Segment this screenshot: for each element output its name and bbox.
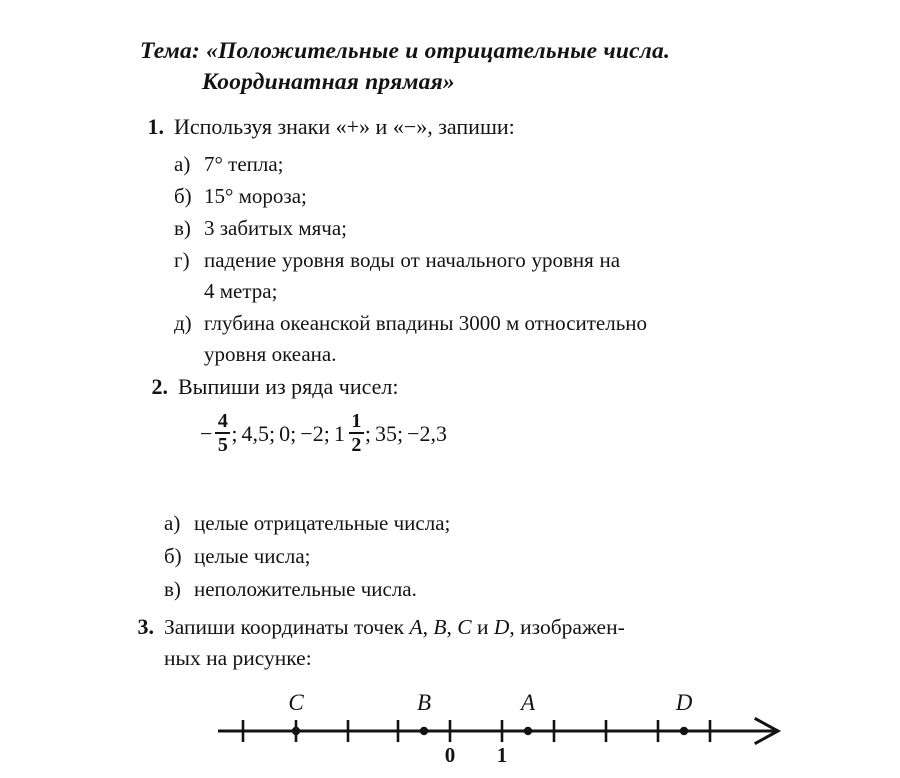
item-text-line-1: глубина океанской впадины 3000 м относительно: [204, 311, 648, 335]
number-value: 0: [279, 421, 291, 447]
conjunction: и: [471, 615, 494, 639]
coordinate-line-figure: [200, 686, 800, 776]
item-text: целые числа;: [194, 544, 311, 568]
task-2-number: 2.: [151, 374, 168, 399]
item-marker: б): [174, 184, 192, 208]
mixed-number-whole: 1: [333, 421, 345, 447]
item-text-line-2: уровня океана.: [204, 342, 337, 366]
point-label-b: B: [433, 615, 447, 639]
item-text-line-1: падение уровня воды от начального уровня на: [204, 248, 621, 272]
task-2-body: [178, 372, 842, 457]
coordinate-line-svg: [200, 686, 800, 776]
separator: ;: [269, 421, 276, 447]
item-marker: д): [174, 311, 192, 335]
fraction-denominator: 5: [217, 434, 228, 457]
item-text-line-2: 4 метра;: [204, 279, 278, 303]
list-item: [164, 573, 764, 605]
task-1-prompt: Используя знаки «+» и «−», запиши:: [174, 114, 515, 139]
point-caption-d: D: [675, 690, 693, 715]
page-title: [140, 36, 840, 98]
point-label-c: C: [457, 615, 472, 639]
point-caption-c: C: [288, 690, 304, 715]
item-text: 3 забитых мяча;: [204, 216, 347, 240]
point-marker-a: [524, 727, 532, 735]
comma-2: ,: [446, 615, 458, 639]
task-3-number: 3.: [137, 614, 154, 639]
item-marker: а): [164, 511, 181, 535]
separator: ;: [323, 421, 330, 447]
separator: ;: [364, 421, 371, 447]
task-3-prompt-line-2: ных на рисунке:: [164, 646, 312, 670]
point-marker-b: [420, 727, 428, 735]
number-value: −2: [300, 421, 324, 447]
list-item: [174, 149, 864, 180]
task-1-subitems: [174, 149, 864, 370]
list-item: [174, 213, 864, 244]
item-text: [204, 245, 864, 307]
number-value: −2,3: [407, 421, 448, 447]
task-3: [128, 612, 858, 674]
fraction-numerator: 4: [217, 410, 228, 432]
item-marker: в): [164, 577, 181, 601]
point-label-a: A: [409, 615, 423, 639]
point-caption-a: A: [520, 690, 536, 715]
separator: ;: [290, 421, 297, 447]
fraction-denominator: 2: [351, 434, 362, 457]
item-marker: в): [174, 216, 191, 240]
item-text: неположительные числа.: [194, 577, 417, 601]
axis-label-one: 1: [496, 743, 508, 767]
fraction-sign: −: [200, 421, 213, 447]
prompt-text-after: , изображен-: [509, 615, 625, 639]
title-line-1: Тема: «Положительные и отрицательные числа.: [140, 38, 671, 64]
point-marker-c: [292, 727, 300, 735]
title-line-2: Координатная прямая»: [202, 69, 455, 95]
item-text: 15° мороза;: [204, 184, 307, 208]
task-1: [138, 112, 858, 371]
point-caption-b: B: [416, 690, 432, 715]
list-item: [174, 181, 864, 212]
separator: ;: [396, 421, 404, 447]
task-2-answer-options: [164, 507, 764, 606]
task-2-prompt: Выпиши из ряда чисел:: [178, 374, 399, 399]
list-item: [164, 507, 764, 539]
number-value: 35: [374, 421, 397, 447]
item-text: целые отрицательные числа;: [194, 511, 451, 535]
list-item: [174, 308, 864, 370]
list-item: [164, 540, 764, 572]
item-marker: г): [174, 248, 190, 272]
task-3-body: [164, 612, 858, 674]
task-2: [142, 372, 842, 457]
prompt-text-before: Запиши координаты точек: [164, 615, 410, 639]
number-value: 4,5: [241, 421, 270, 447]
item-marker: а): [174, 152, 191, 176]
task-3-prompt: [164, 612, 858, 643]
item-text: 7° тепла;: [204, 152, 284, 176]
task-1-number: 1.: [147, 114, 164, 139]
comma-1: ,: [422, 615, 434, 639]
item-marker: б): [164, 544, 182, 568]
fraction-one-half: [349, 411, 364, 456]
list-item: [174, 245, 864, 307]
point-marker-d: [680, 727, 688, 735]
axis-label-zero: 0: [444, 743, 456, 767]
item-text: [204, 308, 864, 370]
number-sequence: [178, 412, 842, 457]
fraction-numerator: 1: [351, 410, 362, 432]
fraction-four-fifths: [215, 411, 230, 456]
task-1-body: [174, 112, 864, 371]
point-label-d: D: [493, 615, 510, 639]
separator: ;: [231, 421, 238, 447]
